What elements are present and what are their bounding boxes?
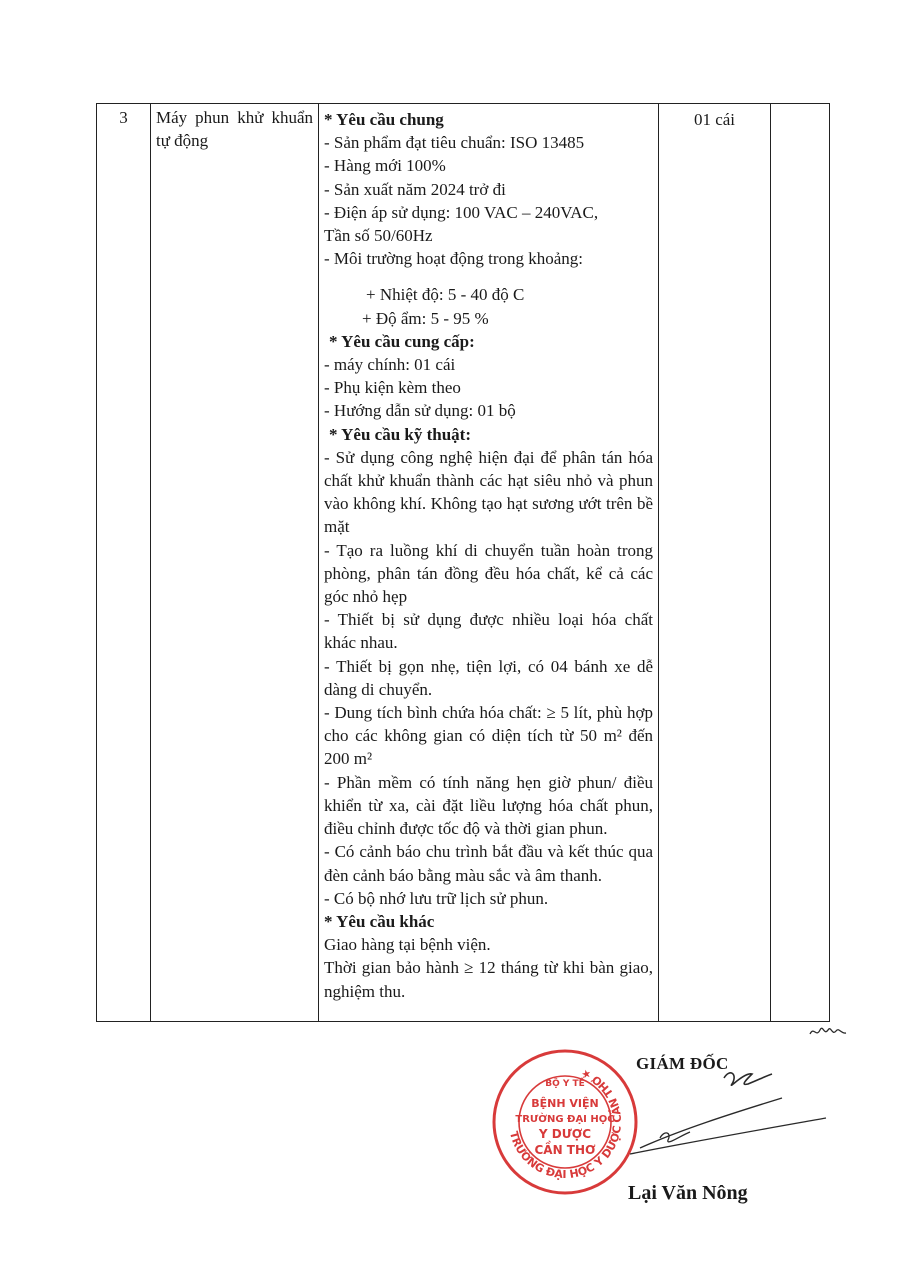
supply-item: - Hướng dẫn sử dụng: 01 bộ xyxy=(324,401,516,421)
other-item: Thời gian bảo hành ≥ 12 tháng từ khi bàn giao, nghiệm thu. xyxy=(324,958,653,1001)
signer-name: Lại Văn Nông xyxy=(628,1182,748,1204)
general-item: - Điện áp sử dụng: 100 VAC – 240VAC, xyxy=(324,202,599,222)
technical-item: - Sử dụng công nghệ hiện đại để phân tán hóa chất khử khuẩn thành các hạt siêu nhỏ và phun vào không khí. Không tạo hạt sương ướt trên bề mặt xyxy=(324,447,653,537)
table-row xyxy=(97,104,830,1022)
svg-text:Y DƯỢC: Y DƯỢC xyxy=(538,1127,592,1141)
spec-cell xyxy=(319,104,659,1022)
general-item: - Hàng mới 100% xyxy=(324,156,446,176)
spacer xyxy=(324,270,653,283)
general-requirements-heading: * Yêu cầu chung xyxy=(324,110,444,129)
technical-item: - Thiết bị sử dụng được nhiều loại hóa chất khác nhau. xyxy=(324,610,653,653)
env-temperature: + Nhiệt độ: 5 - 40 độ C xyxy=(366,285,525,305)
technical-item: - Có bộ nhớ lưu trữ lịch sử phun. xyxy=(324,888,549,908)
svg-text:CẦN THƠ: CẦN THƠ xyxy=(534,1143,596,1157)
supply-item: - máy chính: 01 cái xyxy=(324,355,456,375)
technical-item: - Phần mềm có tính năng hẹn giờ phun/ điều khiển từ xa, cài đặt liều lượng hóa chất phun, điều chỉnh được tốc độ và thời gian phun. xyxy=(324,772,653,839)
svg-text:TRƯỜNG ĐẠI HỌC: TRƯỜNG ĐẠI HỌC xyxy=(515,1114,615,1125)
item-name-cell xyxy=(151,104,319,1022)
row-index: 3 xyxy=(97,104,151,1022)
handwritten-signature xyxy=(620,1050,830,1160)
initials-mark xyxy=(808,1018,848,1042)
supply-item: - Phụ kiện kèm theo xyxy=(324,378,461,398)
other-item: Giao hàng tại bệnh viện. xyxy=(324,935,491,955)
signature-block xyxy=(490,1040,830,1220)
technical-item: - Tạo ra luồng khí di chuyển tuần hoàn trong phòng, phân tán đồng đều hóa chất, kể cả các góc nhỏ hẹp xyxy=(324,540,653,607)
svg-text:BỆNH VIỆN: BỆNH VIỆN xyxy=(531,1097,599,1110)
official-seal xyxy=(490,1047,640,1197)
general-item: - Môi trường hoạt động trong khoảng: xyxy=(324,249,584,269)
director-title: GIÁM ĐỐC xyxy=(636,1054,729,1073)
env-humidity: + Độ ẩm: 5 - 95 % xyxy=(362,308,489,328)
blank-cell xyxy=(771,104,830,1022)
svg-text:BỘ Y TẾ: BỘ Y TẾ xyxy=(545,1079,585,1089)
svg-text:TRƯỜNG ĐẠI HỌC Y DƯỢC CẦN THƠ: TRƯỜNG ĐẠI HỌC Y DƯỢC CẦN THƠ ★ xyxy=(506,1066,625,1182)
general-item: - Sản xuất năm 2024 trở đi xyxy=(324,179,506,199)
technical-item: - Thiết bị gọn nhẹ, tiện lợi, có 04 bánh xe dễ dàng di chuyển. xyxy=(324,656,653,699)
quantity-cell: 01 cái xyxy=(659,104,771,1022)
spec-table xyxy=(96,103,830,1022)
technical-item: - Có cảnh báo chu trình bắt đầu và kết thúc qua đèn cảnh báo bằng màu sắc và âm thanh. xyxy=(324,842,653,885)
item-name: Máy phun khử khuẩn tự động xyxy=(156,108,313,151)
technical-item: - Dung tích bình chứa hóa chất: ≥ 5 lít, phù hợp cho các không gian có diện tích từ 50 m² đến 200 m² xyxy=(324,703,653,769)
technical-requirements-heading: * Yêu cầu kỹ thuật: xyxy=(329,424,471,444)
general-item: - Sản phẩm đạt tiêu chuẩn: ISO 13485 xyxy=(324,133,585,153)
general-item: Tần số 50/60Hz xyxy=(324,226,433,246)
supply-requirements-heading: * Yêu cầu cung cấp: xyxy=(329,331,475,351)
other-requirements-heading: * Yêu cầu khác xyxy=(324,911,435,931)
